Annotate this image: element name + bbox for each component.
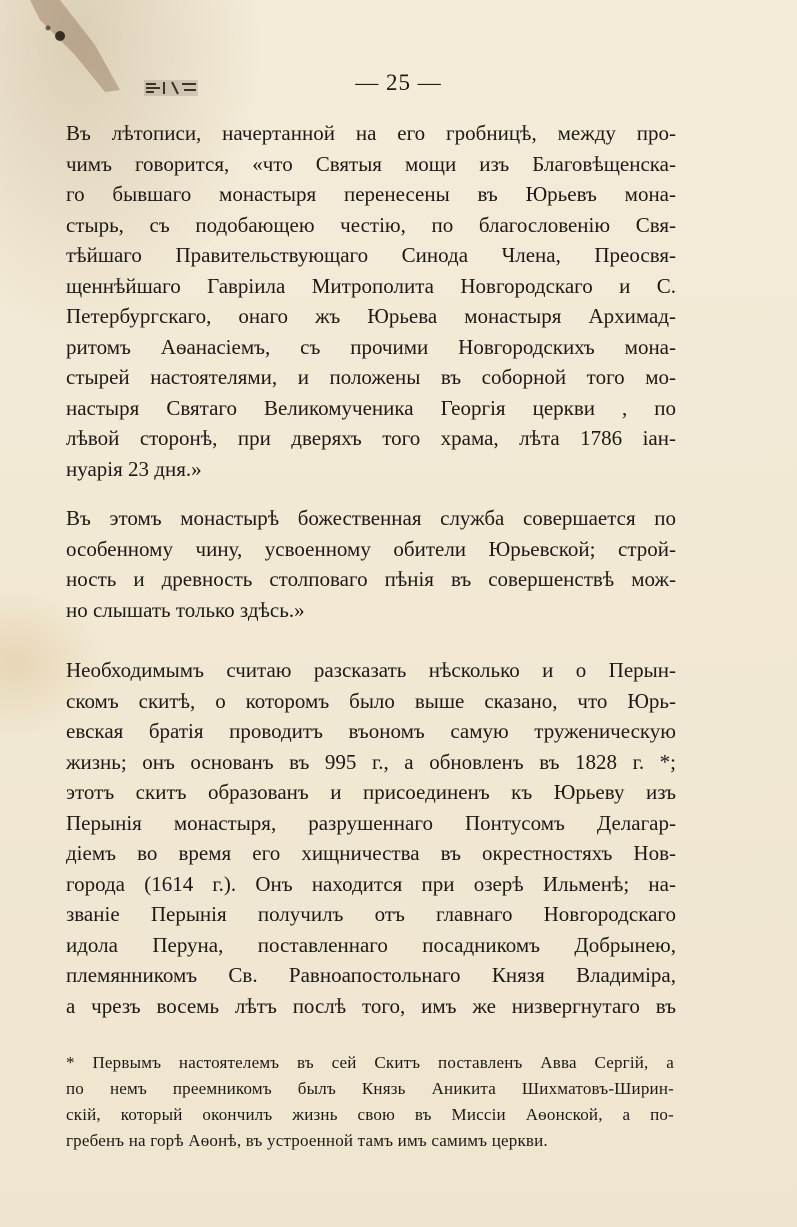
footnote bbox=[66, 1050, 674, 1154]
text-line: щеннѣйшаго Гавріила Митрополита Новгородскаго и С. bbox=[66, 273, 676, 298]
text-line: лѣвой сторонѣ, при дверяхъ того храма, лѣта 1786 іан- bbox=[66, 426, 676, 450]
text-line: а чрезъ восемь лѣтъ послѣ того, имъ же низвергнутаго въ bbox=[66, 993, 676, 1018]
text-line: нуарія 23 дня.» bbox=[66, 456, 202, 481]
text-line: тѣйшаго Правительствующаго Синода Члена, Преосвя- bbox=[66, 243, 676, 267]
paragraph-2 bbox=[66, 503, 676, 625]
text-line: стырь, съ подобающею честію, по благословенію Свя- bbox=[66, 212, 676, 237]
paragraph-1 bbox=[66, 118, 676, 484]
text-line: скомъ скитѣ, о которомъ было выше сказано, что Юрь- bbox=[66, 688, 676, 713]
text-line: Перынія монастыря, разрушеннаго Понтусомъ Делагар- bbox=[66, 810, 676, 835]
text-line: евская братія проводитъ въономъ самую труженическую bbox=[66, 719, 676, 743]
text-line: идола Перуна, поставленнаго посадникомъ Добрынею, bbox=[66, 932, 676, 957]
text-line: жизнь; онъ основанъ въ 995 г., а обновленъ въ 1828 г. *; bbox=[66, 749, 676, 774]
footnote-line: скій, который окончилъ жизнь свою въ Миссіи Аѳонской, а по- bbox=[66, 1105, 674, 1124]
paragraph-3 bbox=[66, 655, 676, 1021]
text-line: этотъ скитъ образованъ и присоединенъ къ Юрьеву изъ bbox=[66, 780, 676, 804]
text-line: стырей настоятелями, и положены въ соборной того мо- bbox=[66, 365, 676, 389]
text-line: званіе Перынія получилъ отъ главнаго Новгородскаго bbox=[66, 902, 676, 926]
text-line: ритомъ Аѳанасіемъ, съ прочими Новгородскихъ мона- bbox=[66, 334, 676, 359]
text-line: чимъ говорится, «что Святыя мощи изъ Благовѣщенска- bbox=[66, 151, 676, 176]
footnote-line: * Первымъ настоятелемъ въ сей Скитъ поставленъ Авва Сергій, а bbox=[66, 1053, 674, 1072]
text-line: Въ лѣтописи, начертанной на его гробницѣ, между про- bbox=[66, 121, 676, 145]
page-number: — 25 — bbox=[355, 70, 442, 95]
footnote-line: гребенъ на горѣ Аѳонѣ, въ устроенной тамъ имъ самимъ церкви. bbox=[66, 1131, 548, 1150]
footnote-line: по немъ преемникомъ былъ Князь Аникита Шихматовъ-Ширин- bbox=[66, 1079, 674, 1098]
text-line: Въ этомъ монастырѣ божественная служба совершается по bbox=[66, 506, 676, 530]
text-line: особенному чину, усвоенному обители Юрьевской; строй- bbox=[66, 536, 676, 561]
text-line: но слышать только здѣсь.» bbox=[66, 597, 305, 622]
text-line: города (1614 г.). Онъ находится при озерѣ Ильменѣ; на- bbox=[66, 871, 676, 896]
text-line: ность и древность столповаго пѣнія въ совершенствѣ мож- bbox=[66, 567, 676, 591]
text-line: настыря Святаго Великомученика Георгія церкви , по bbox=[66, 395, 676, 420]
text-line: племянникомъ Св. Равноапостольнаго Князя Владиміра, bbox=[66, 963, 676, 987]
text-line: Петербургскаго, онаго жъ Юрьева монастыря Архимад- bbox=[66, 304, 676, 328]
text-line: го бывшаго монастыря перенесены въ Юрьевъ мона- bbox=[66, 182, 676, 206]
text-line: Необходимымъ считаю разсказать нѣсколько и о Перын- bbox=[66, 658, 676, 682]
text-line: діемъ во время его хищничества въ окрестностяхъ Нов- bbox=[66, 841, 676, 865]
